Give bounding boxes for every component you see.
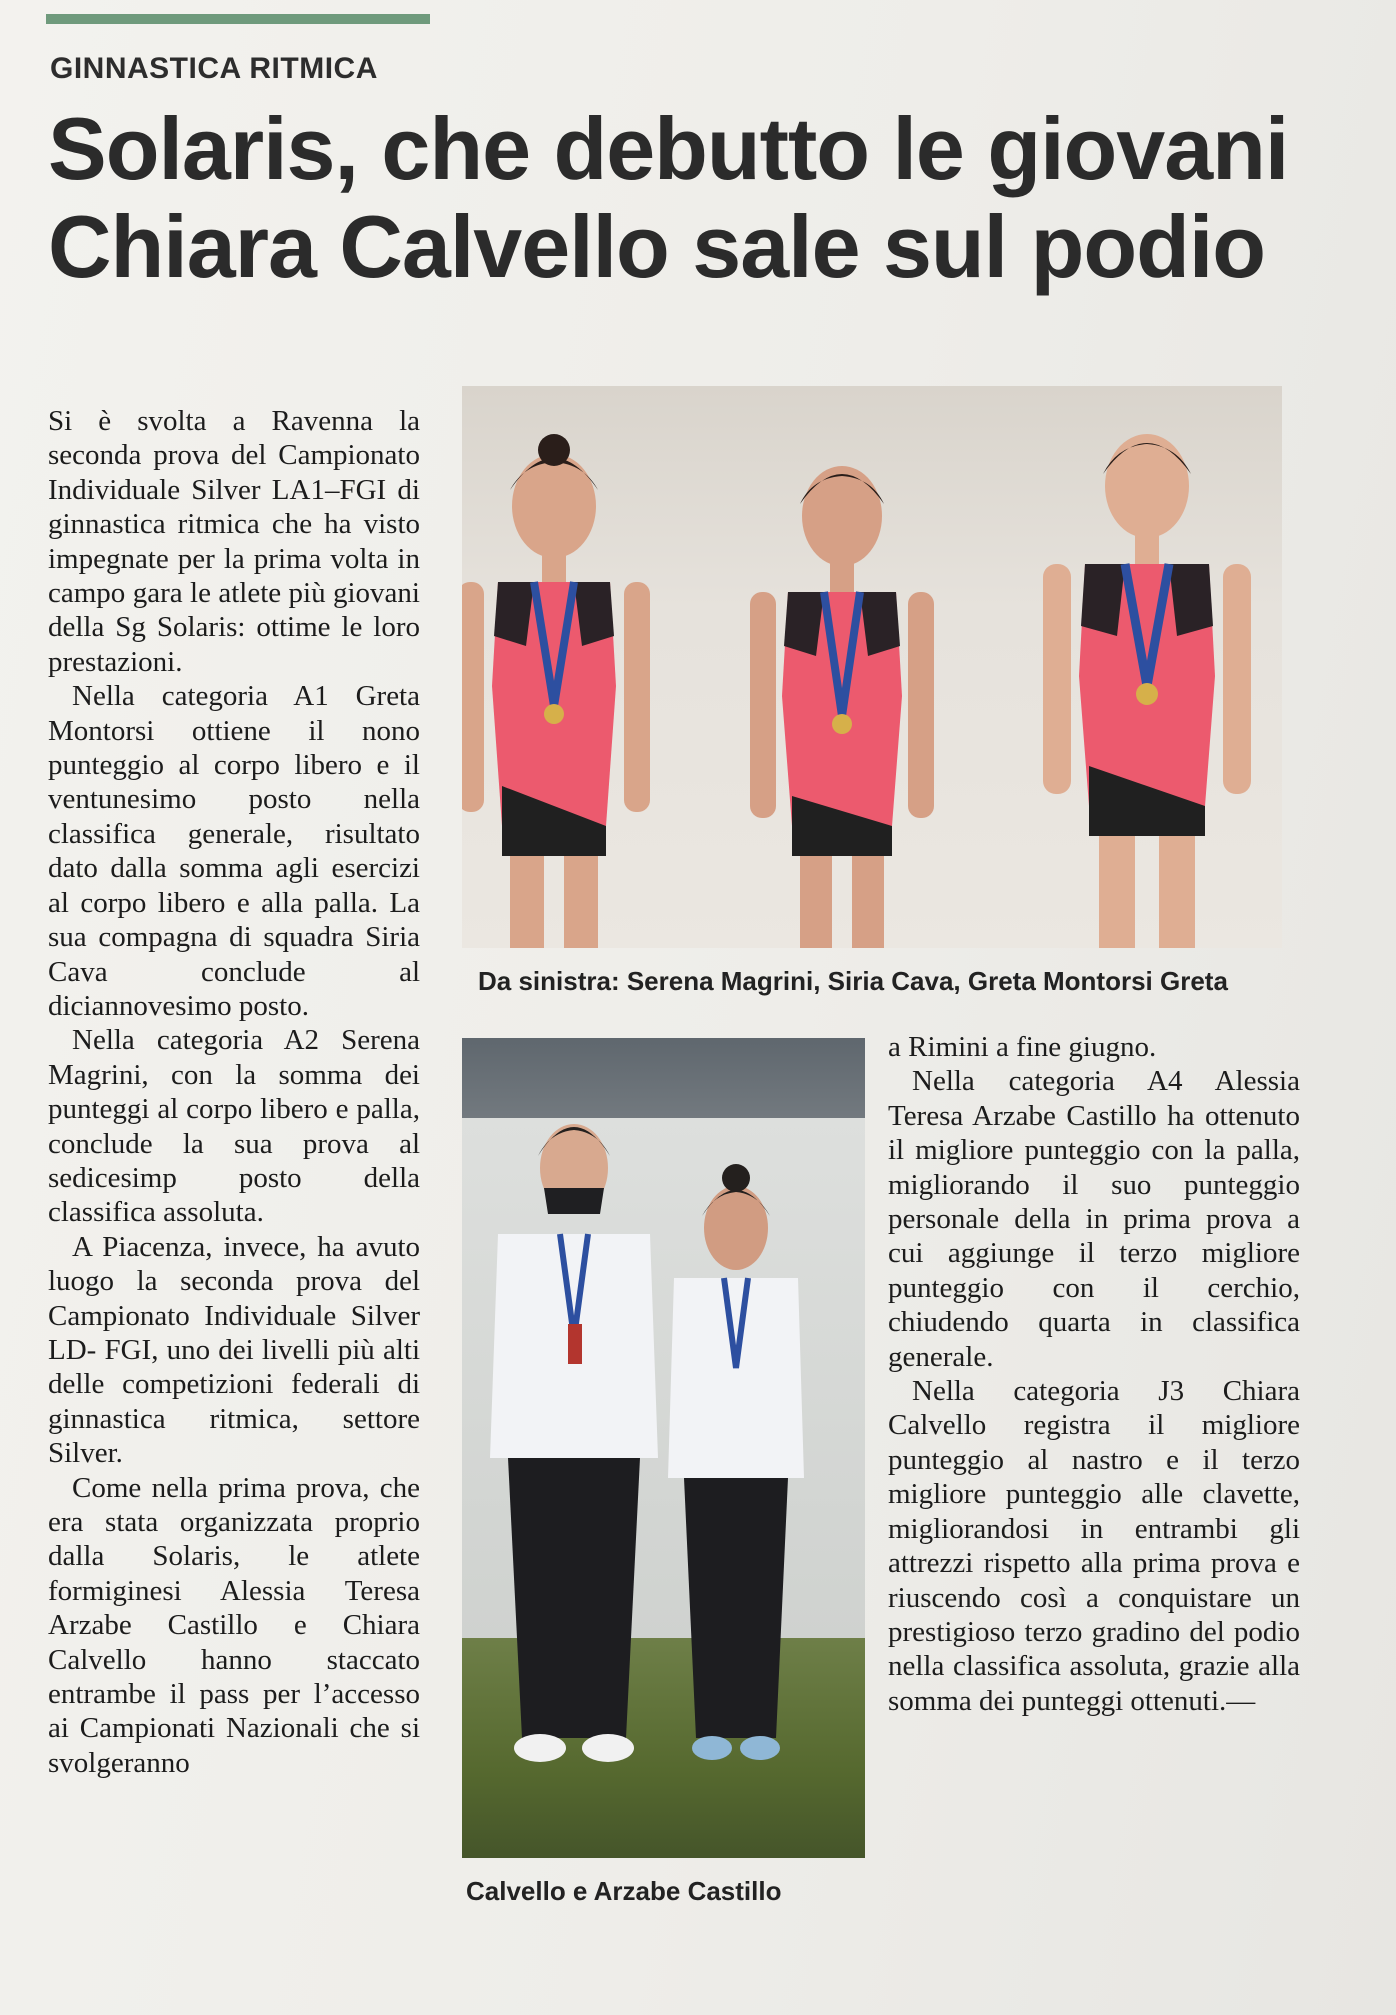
athletes-illustration [462, 1038, 865, 1858]
athlete-right [668, 1164, 804, 1760]
left-column [48, 404, 420, 1780]
gymnast-middle [750, 466, 934, 948]
athlete-left [490, 1124, 658, 1762]
photo-two-athletes [462, 1038, 865, 1858]
paragraph: a Rimini a fine giugno. [888, 1031, 1157, 1063]
photo-caption-bottom: Calvello e Arzabe Castillo [466, 1876, 782, 1906]
headline-line-1: Solaris, che debutto le giovani [48, 99, 1289, 198]
paragraph: Nella categoria A1 Greta Montorsi ottiene il nono punteggio al corpo libero e il ventunesimo posto nella classifica generale, risultato dato dalla somma agli esercizi al corpo libero e alla palla. La sua compagna di squadra Siria Cava conclude al diciannovesimo posto. [48, 680, 420, 1022]
photo-caption-top: Da sinistra: Serena Magrini, Siria Cava, Greta Montorsi Greta [478, 966, 1228, 996]
section-kicker: GINNASTICA RITMICA [50, 52, 378, 85]
photo-three-gymnasts [462, 386, 1282, 948]
gymnasts-illustration [462, 386, 1282, 948]
paragraph: A Piacenza, invece, ha avuto luogo la seconda prova del Campionato Individuale Silver LD- FGI, uno dei livelli più alti delle competizioni federali di ginnastica ritmica, settore Silver. [48, 1230, 420, 1470]
paragraph: Come nella prima prova, che era stata organizzata proprio dalla Solaris, le atlete formiginesi Alessia Teresa Arzabe Castillo e Chiara Calvello hanno staccato entrambe il pass per l’accesso ai Campionati Nazionali che si svolgeranno [48, 1471, 420, 1779]
headline-line-2: Chiara Calvello sale sul podio [48, 197, 1266, 296]
paragraph: Si è svolta a Ravenna la seconda prova del Campionato Individuale Silver LA1–FGI di ginnastica ritmica che ha visto impegnate per la prima volta in campo gara le atlete più giovani della Sg Solaris: ottime le loro prestazioni. [48, 405, 420, 678]
headline [48, 100, 1348, 296]
paragraph: Nella categoria J3 Chiara Calvello registra il migliore punteggio al nastro e il terzo migliore punteggio alle clavette, migliorandosi in entrambi gli attrezzi rispetto alla prima prova e riuscendo così a conquistare un prestigioso terzo gradino del podio nella classifica assoluta, grazie alla somma dei punteggi ottenuti.— [888, 1375, 1300, 1717]
paragraph: Nella categoria A2 Serena Magrini, con la somma dei punteggi al corpo libero e palla, conclude la sua prova al sedicesimp posto della classifica assoluta. [48, 1024, 420, 1229]
right-column [888, 1030, 1300, 1718]
paragraph: Nella categoria A4 Alessia Teresa Arzabe Castillo ha ottenuto il migliore punteggio con la palla, migliorando il suo punteggio personale della in prima prova a cui aggiunge il terzo migliore punteggio con il cerchio, chiudendo quarta in classifica generale. [888, 1065, 1300, 1373]
section-rule [46, 14, 430, 24]
gymnast-right [1043, 434, 1251, 948]
gymnast-left [462, 434, 650, 948]
